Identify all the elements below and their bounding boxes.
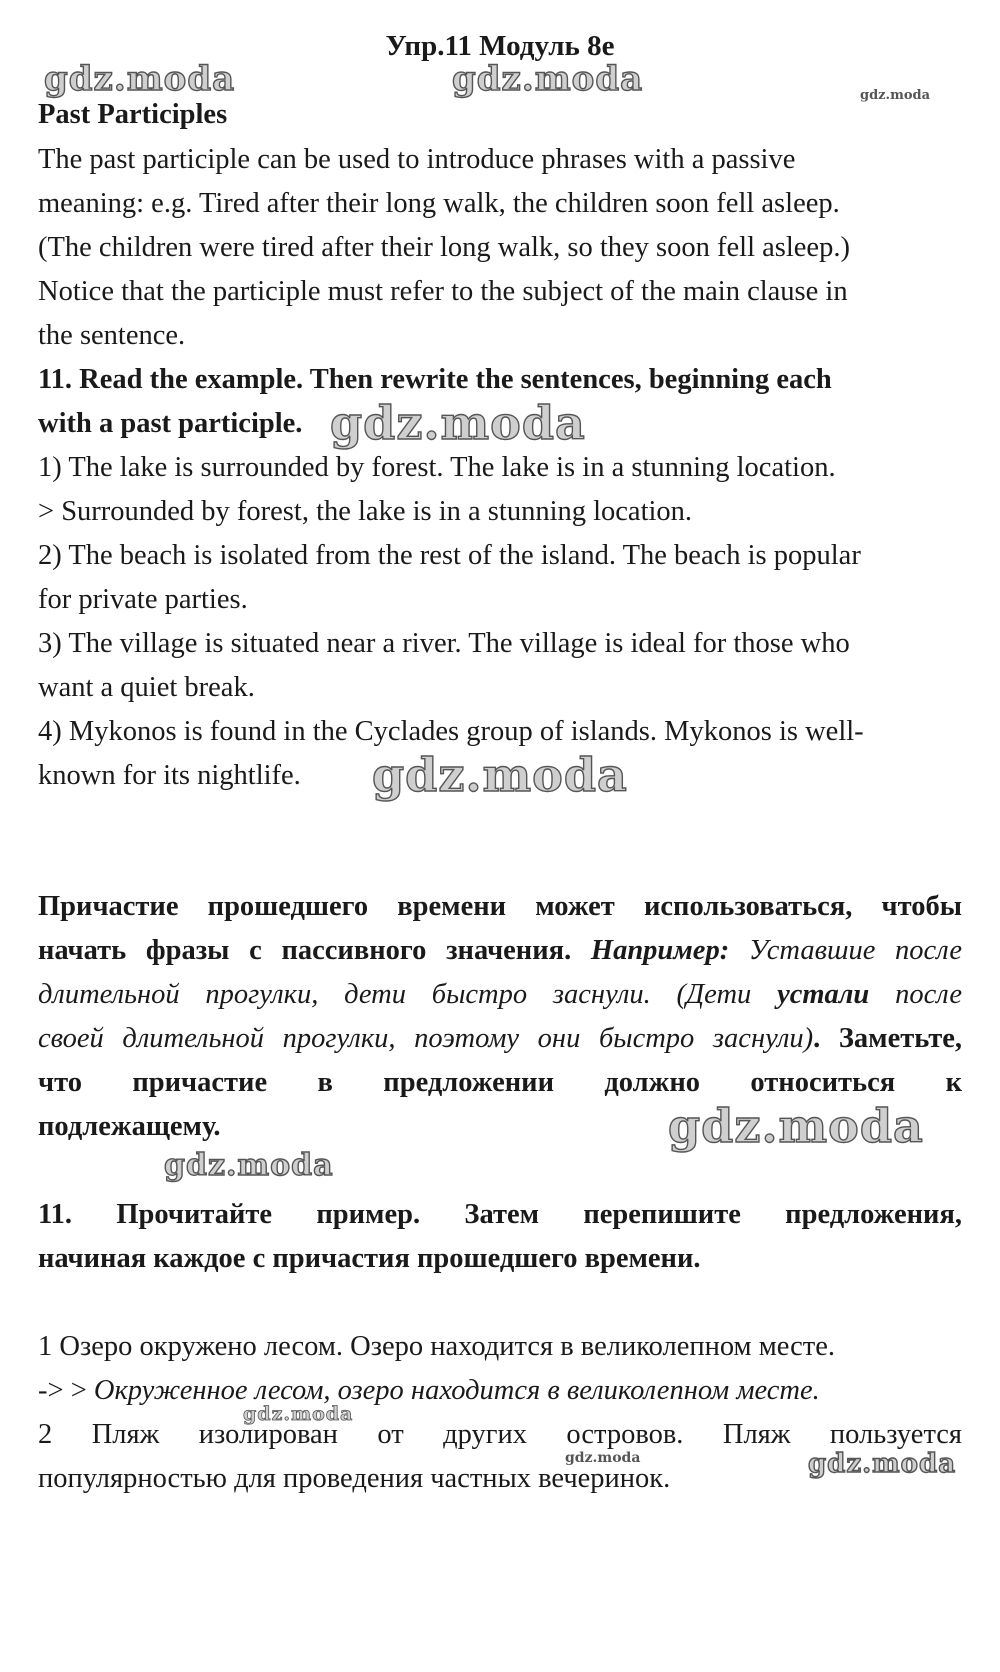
intro-line: the sentence. xyxy=(38,320,186,351)
watermark: gdz.moda xyxy=(668,1099,924,1153)
ru-text-bold: начать фразы с пассивного значения. xyxy=(38,935,572,966)
exercise-item-line: 4) Mykonos is found in the Cyclades group of islands. Mykonos is well- xyxy=(38,716,864,747)
ru-text-bold: . Заметьте, xyxy=(813,1023,962,1054)
ru-explanation-line xyxy=(38,1025,962,1054)
ru-text-italic: своей длительной прогулки, поэтому они быстро заснули) xyxy=(38,1023,814,1054)
exercise-item-line: 2) The beach is isolated from the rest of the island. The beach is popular xyxy=(38,540,861,571)
ru-text-bold-italic: устали xyxy=(777,979,870,1010)
ru-text-italic: Уставшие после xyxy=(748,935,962,966)
watermark: gdz.moda xyxy=(452,59,644,99)
task-line: with a past participle. xyxy=(38,408,303,439)
ru-exercise-item: 2 Пляж изолирован от других островов. Пляж пользуется xyxy=(38,1419,962,1450)
watermark: gdz.moda xyxy=(372,748,628,802)
intro-line: meaning: e.g. Tired after their long walk, the children soon fell asleep. xyxy=(38,188,840,219)
watermark: gdz.moda xyxy=(565,1450,641,1466)
intro-line: The past participle can be used to introduce phrases with a passive xyxy=(38,144,796,175)
ru-text-italic: длительной прогулки, дети быстро заснули. (Дети xyxy=(38,979,752,1010)
intro-line: Notice that the participle must refer to the subject of the main clause in xyxy=(38,276,848,307)
ru-text-italic: после xyxy=(895,979,963,1010)
ru-exercise-item: 1 Озеро окружено лесом. Озеро находится в великолепном месте. xyxy=(38,1331,835,1362)
exercise-item-line: > Surrounded by forest, the lake is in a stunning location. xyxy=(38,496,693,527)
ru-answer-arrow: -> > xyxy=(38,1375,87,1406)
ru-explanation-line: Причастие прошедшего времени может использоваться, чтобы xyxy=(38,891,962,922)
ru-answer-line xyxy=(38,1377,820,1406)
ru-explanation-line: что причастие в предложении должно относиться к xyxy=(38,1067,962,1098)
exercise-item-line: for private parties. xyxy=(38,584,248,615)
ru-example-label: Например: xyxy=(590,935,730,966)
ru-explanation-line xyxy=(38,981,962,1010)
exercise-item-line: 1) The lake is surrounded by forest. The lake is in a stunning location. xyxy=(38,452,836,483)
ru-task-line: 11. Прочитайте пример. Затем перепишите предложения, xyxy=(38,1199,962,1230)
ru-explanation-line: подлежащему. xyxy=(38,1111,221,1142)
watermark: gdz.moda xyxy=(164,1148,334,1183)
watermark: gdz.moda xyxy=(44,59,236,99)
watermark: gdz.moda xyxy=(860,88,931,103)
watermark: gdz.moda xyxy=(243,1403,354,1425)
ru-task-line: начиная каждое с причастия прошедшего времени. xyxy=(38,1243,701,1274)
exercise-item-line: 3) The village is situated near a river. The village is ideal for those who xyxy=(38,628,850,659)
ru-explanation-line xyxy=(38,937,962,966)
section-heading: Past Participles xyxy=(38,99,228,130)
intro-line: (The children were tired after their long walk, so they soon fell asleep.) xyxy=(38,232,850,263)
exercise-item-line: want a quiet break. xyxy=(38,672,255,703)
exercise-item-line: known for its nightlife. xyxy=(38,760,301,791)
task-line: 11. Read the example. Then rewrite the sentences, beginning each xyxy=(38,364,832,395)
ru-exercise-item: популярностью для проведения частных вечеринок. xyxy=(38,1463,671,1494)
ru-answer-text: Окруженное лесом, озеро находится в великолепном месте. xyxy=(93,1375,820,1406)
watermark: gdz.moda xyxy=(330,396,586,450)
watermark: gdz.moda xyxy=(808,1449,957,1479)
page-title: Упр.11 Модуль 8е xyxy=(385,30,615,62)
